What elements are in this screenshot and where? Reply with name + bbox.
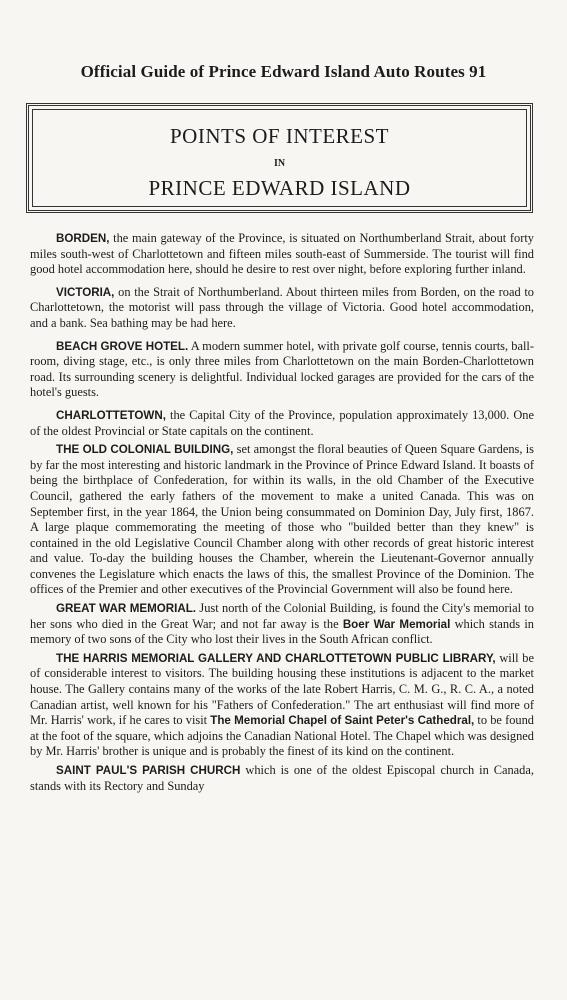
paragraph-subheading: Boer War Memorial [342, 617, 451, 631]
paragraph-text: the Capital City of the Province, population approximately 13,000. One of the oldest Provincial or State capitals on the continent. [30, 407, 534, 438]
paragraph-text: set amongst the floral beauties of Queen Square Gardens, is by far the most interesting and historic landmark in the Province of Prince Edward Island. It boasts of being the birthplace of Confederation, for within its walls, in the old Chamber of the Executive Council, gathered the early fathers of the movement to make a united Canada. This was on September first, in the year 1864, the Union being consummated on Dominion Day, July first, 1867. A large plaque commemorating the meeting of those who "builded better than they knew" is contained in the old Legislative Council Chamber along with other records of great historic interest and value. To-day the building houses the Chamber, wherein the Lieutenant-Governor annually convenes the Legislature which enacts the laws of this, the smallest Province of the Dominion. The offices of the Premier and other executives of the Provincial Government will also be found here. [30, 442, 534, 597]
paragraph-old-colonial-building [30, 442, 534, 598]
paragraph-saint-pauls-church [30, 763, 534, 794]
paragraph-heading: BORDEN, [56, 232, 110, 245]
paragraph-charlottetown [30, 408, 534, 439]
running-header: Official Guide of Prince Edward Island Auto Routes 91 [80, 62, 487, 81]
paragraph-text: on the Strait of Northumberland. About thirteen miles from Borden, on the road to Charlottetown, the motorist will pass through the village of Victoria. Good hotel accommodation, and a bank. Sea bathing may be had here. [30, 284, 534, 330]
paragraph-borden [30, 231, 534, 278]
paragraph-heading: VICTORIA, [56, 285, 115, 299]
paragraph-heading: GREAT WAR MEMORIAL. [56, 602, 197, 616]
paragraph-victoria [30, 285, 534, 332]
paragraph-heading: CHARLOTTETOWN, [56, 408, 166, 422]
title-line-1: POINTS OF INTEREST [169, 124, 389, 148]
paragraph-text: the main gateway of the Province, is situated on Northumberland Strait, about forty miles south-west of Charlottetown and fifteen miles south-east of Summerside. The tourist will find good hotel accommodation here, should he desire to rest over night, before exploring further inland. [30, 231, 534, 277]
paragraph-heading: SAINT PAUL'S PARISH CHURCH [56, 764, 241, 777]
body-text [30, 231, 534, 797]
paragraph-text: to be found at the foot of the square, which adjoins the Canadian National Hotel. The Chapel which was designed by Mr. Harris' brother is unique and is probably the finest of its kind on the continent. [30, 713, 534, 759]
paragraph-heading: THE HARRIS MEMORIAL GALLERY AND CHARLOTTETOWN PUBLIC LIBRARY, [56, 651, 496, 665]
paragraph-harris-memorial-gallery [30, 651, 534, 760]
paragraph-great-war-memorial [30, 601, 534, 648]
title-line-2: IN [273, 158, 286, 169]
paragraph-subheading: The Memorial Chapel of Saint Peter's Cathedral, [210, 714, 475, 728]
paragraph-heading: BEACH GROVE HOTEL. [56, 339, 189, 353]
paragraph-heading: THE OLD COLONIAL BUILDING, [56, 443, 234, 457]
paragraph-text: which stands in memory of two sons of the City who lost their lives in the South African conflict. [30, 616, 534, 647]
paragraph-text: Just north of the Colonial Building, is found the City's memorial to her sons who died in the Great War; and not far away is the [30, 601, 534, 631]
paragraph-text: will be of considerable interest to visitors. The building housing these institutions is adjacent to the market house. The Gallery contains many of the works of the late Robert Harris, C. M. G., R. C. A., a noted Canadian artist, well known for his "Fathers of Confederation." The art enthusiast will find more of Mr. Harris' work, if he cares to visit [30, 650, 534, 728]
paragraph-text: which is one of the oldest Episcopal church in Canada, stands with its Rectory and Sunday [30, 763, 534, 793]
paragraph-text: A modern summer hotel, with private golf course, tennis courts, ball-room, diving stage, etc., is only three miles from Charlottetown on the main Borden-Charlottetown road. Its surrounding scenery is delightful. Individual locked garages are provided for the cars of the hotel's guests. [30, 338, 534, 400]
title-line-3: PRINCE EDWARD ISLAND [148, 176, 411, 200]
paragraph-beach-grove-hotel [30, 339, 534, 401]
title-box [26, 103, 533, 213]
